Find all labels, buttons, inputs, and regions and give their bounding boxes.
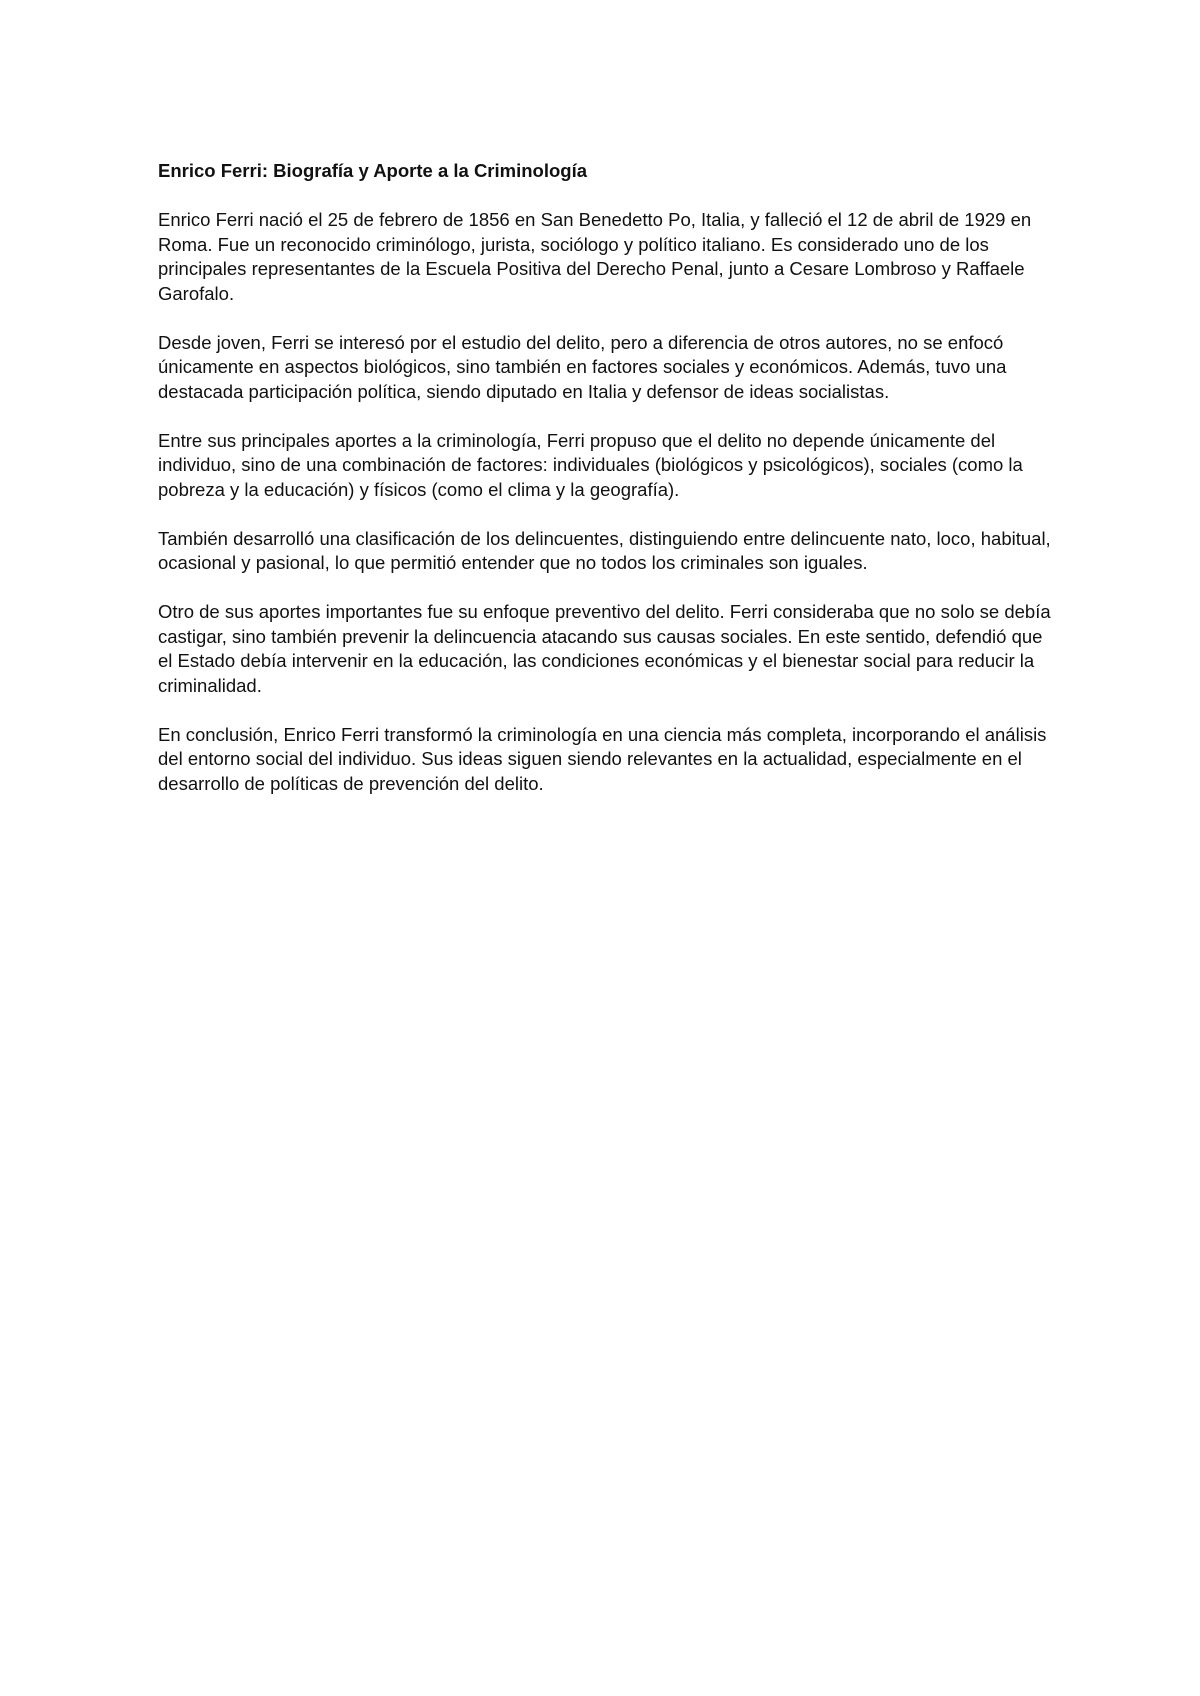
- paragraph-conclusion: En conclusión, Enrico Ferri transformó la criminología en una ciencia más completa, incorporando el análisis del entorno social del individuo. Sus ideas siguen siendo relevantes en la actualidad, especialmente en el desarrollo de políticas de prevención del delito.: [158, 723, 1047, 794]
- paragraph-early-interest: Desde joven, Ferri se interesó por el estudio del delito, pero a diferencia de otros autores, no se enfocó únicamente en aspectos biológicos, sino también en factores sociales y económicos. Además, tuvo una destacada participación política, siendo diputado en Italia y defensor de ideas socialistas.: [158, 331, 1007, 402]
- document-body: [158, 159, 1058, 821]
- paragraph-prevention: Otro de sus aportes importantes fue su enfoque preventivo del delito. Ferri consideraba que no solo se debía castigar, sino también prevenir la delincuencia atacando sus causas sociales. En este sentido, defendió que el Estado debía intervenir en la educación, las condiciones económicas y el bienestar social para reducir la criminalidad.: [158, 601, 1051, 696]
- document-title: Enrico Ferri: Biografía y Aporte a la Criminología: [158, 160, 588, 181]
- paragraph-main-contributions: Entre sus principales aportes a la criminología, Ferri propuso que el delito no depende únicamente del individuo, sino de una combinación de factores: individuales (biológicos y psicológicos), sociales (como la pobreza y la educación) y físicos (como el clima y la geografía).: [158, 429, 1023, 500]
- paragraph-birth-death: Enrico Ferri nació el 25 de febrero de 1856 en San Benedetto Po, Italia, y falleció el 12 de abril de 1929 en Roma. Fue un reconocido criminólogo, jurista, sociólogo y político italiano. Es considerado uno de los principales representantes de la Escuela Positiva del Derecho Penal, junto a Cesare Lombroso y Raffaele Garofalo.: [158, 209, 1032, 304]
- paragraph-classification: También desarrolló una clasificación de los delincuentes, distinguiendo entre delincuente nato, loco, habitual, ocasional y pasional, lo que permitió entender que no todos los criminales son iguales.: [158, 527, 1051, 573]
